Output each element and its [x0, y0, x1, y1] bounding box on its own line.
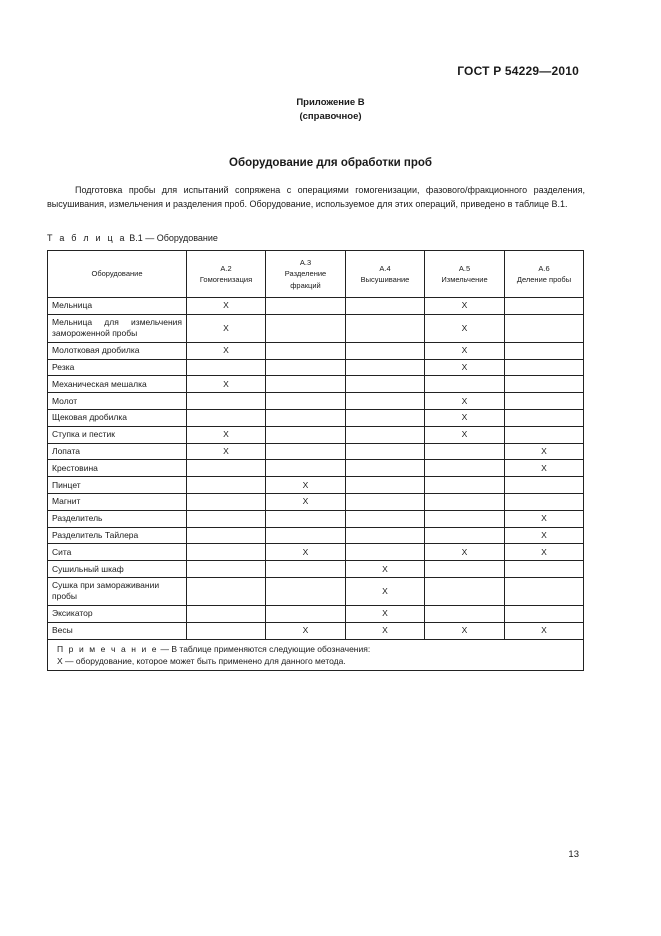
- method-mark: [425, 527, 505, 544]
- method-mark: [425, 577, 505, 605]
- equipment-name: Механическая мешалка: [48, 376, 187, 393]
- column-code: А.4: [379, 263, 391, 273]
- table-row: [48, 359, 584, 376]
- note-text: — В таблице применяются следующие обозначения:: [158, 643, 371, 654]
- equipment-name: Ступка и пестик: [48, 426, 187, 443]
- table-row: [48, 544, 584, 561]
- method-mark: [346, 376, 425, 393]
- method-mark: [505, 298, 584, 315]
- method-mark: [346, 443, 425, 460]
- method-mark: [425, 493, 505, 510]
- equipment-name: Магнит: [48, 493, 187, 510]
- table-row: [48, 409, 584, 426]
- method-mark: [187, 460, 266, 477]
- equipment-name: Молот: [48, 393, 187, 410]
- method-mark: [266, 561, 346, 578]
- equipment-name: Щековая дробилка: [48, 409, 187, 426]
- column-code: А.2: [220, 263, 232, 273]
- method-mark: [346, 510, 425, 527]
- method-mark: [425, 443, 505, 460]
- method-mark: X: [187, 426, 266, 443]
- method-mark: X: [505, 622, 584, 639]
- method-mark: [187, 527, 266, 544]
- note-line: X — оборудование, которое может быть применено для данного метода.: [57, 655, 346, 666]
- method-mark: [266, 460, 346, 477]
- method-mark: [187, 622, 266, 639]
- table-row: [48, 527, 584, 544]
- table-row: [48, 426, 584, 443]
- table-row: [48, 376, 584, 393]
- method-mark: X: [266, 622, 346, 639]
- method-mark: X: [425, 314, 505, 342]
- method-mark: X: [346, 561, 425, 578]
- method-mark: X: [266, 544, 346, 561]
- table-caption-text: В.1 — Оборудование: [126, 233, 218, 243]
- column-header: [425, 251, 505, 298]
- column-header: [505, 251, 584, 298]
- table-row: [48, 605, 584, 622]
- method-mark: [187, 510, 266, 527]
- equipment-name: Молотковая дробилка: [48, 342, 187, 359]
- method-mark: [266, 510, 346, 527]
- column-code: А.3: [299, 257, 312, 267]
- method-mark: [346, 493, 425, 510]
- equipment-name: Пинцет: [48, 477, 187, 494]
- method-mark: X: [505, 510, 584, 527]
- method-mark: [425, 510, 505, 527]
- intro-paragraph: Подготовка пробы для испытаний сопряжена с операциями гомогенизации, фазового/фракционного разделения, высушивания, измельчения и разделения проб. Оборудование, используемое для этих операций, приведено в таблице В.1.: [47, 185, 585, 209]
- column-name: Гомогенизация: [199, 275, 253, 284]
- column-code: А.5: [458, 263, 471, 273]
- method-mark: X: [505, 443, 584, 460]
- method-mark: [505, 561, 584, 578]
- table-row: [48, 460, 584, 477]
- equipment-name: Резка: [48, 359, 187, 376]
- method-mark: [346, 426, 425, 443]
- method-mark: [425, 605, 505, 622]
- method-mark: X: [425, 544, 505, 561]
- equipment-name: Разделитель Тайлера: [48, 527, 187, 544]
- equipment-name: Лопата: [48, 443, 187, 460]
- method-mark: [266, 314, 346, 342]
- method-mark: X: [425, 359, 505, 376]
- column-header-equipment: [48, 251, 187, 298]
- table-row: [48, 561, 584, 578]
- column-header: [187, 251, 266, 298]
- page-number: 13: [568, 849, 579, 860]
- equipment-name: Сушильный шкаф: [48, 561, 187, 578]
- method-mark: [266, 359, 346, 376]
- method-mark: X: [187, 376, 266, 393]
- method-mark: X: [505, 460, 584, 477]
- equipment-name: Крестовина: [48, 460, 187, 477]
- table-body: [48, 298, 584, 671]
- table-row: [48, 622, 584, 639]
- note-label: П р и м е ч а н и е: [57, 643, 159, 654]
- table-header-row: [48, 251, 584, 298]
- method-mark: [187, 605, 266, 622]
- method-mark: [346, 409, 425, 426]
- method-mark: X: [346, 605, 425, 622]
- table-row: [48, 443, 584, 460]
- column-name: Высушивание: [360, 275, 410, 284]
- method-mark: X: [346, 577, 425, 605]
- column-name: Деление пробы: [516, 275, 572, 284]
- method-mark: X: [187, 342, 266, 359]
- method-mark: [505, 359, 584, 376]
- method-mark: X: [505, 544, 584, 561]
- method-mark: [505, 605, 584, 622]
- table-row: [48, 577, 584, 605]
- method-mark: [266, 393, 346, 410]
- method-mark: [266, 298, 346, 315]
- method-mark: [425, 477, 505, 494]
- method-mark: [187, 493, 266, 510]
- table-row: [48, 342, 584, 359]
- method-mark: [505, 577, 584, 605]
- table-row: [48, 510, 584, 527]
- method-mark: [425, 561, 505, 578]
- column-name: Разделение фракций: [284, 269, 327, 290]
- method-mark: [346, 359, 425, 376]
- appendix-subtitle: (справочное): [299, 111, 362, 122]
- method-mark: [187, 359, 266, 376]
- method-mark: [346, 477, 425, 494]
- method-mark: [346, 342, 425, 359]
- method-mark: [346, 460, 425, 477]
- method-mark: [346, 393, 425, 410]
- appendix-title: Приложение В: [296, 97, 365, 108]
- table-note-row: [48, 639, 584, 670]
- method-mark: [505, 409, 584, 426]
- column-header: [346, 251, 425, 298]
- method-mark: X: [425, 298, 505, 315]
- method-mark: [266, 577, 346, 605]
- table-caption-label: Т а б л и ц а: [47, 233, 127, 243]
- method-mark: [505, 477, 584, 494]
- table-caption: [47, 233, 218, 243]
- method-mark: [187, 409, 266, 426]
- column-name: Измельчение: [441, 275, 488, 284]
- method-mark: [187, 561, 266, 578]
- method-mark: X: [425, 426, 505, 443]
- column-name: Оборудование: [91, 269, 143, 279]
- method-mark: [187, 477, 266, 494]
- column-header: [266, 251, 346, 298]
- method-mark: [266, 342, 346, 359]
- table-row: [48, 314, 584, 342]
- method-mark: [425, 376, 505, 393]
- method-mark: [266, 426, 346, 443]
- method-mark: X: [425, 342, 505, 359]
- equipment-name: Разделитель: [48, 510, 187, 527]
- method-mark: [346, 527, 425, 544]
- method-mark: [187, 393, 266, 410]
- method-mark: [505, 393, 584, 410]
- method-mark: [187, 544, 266, 561]
- document-code: ГОСТ Р 54229—2010: [457, 64, 579, 78]
- equipment-name: Эксикатор: [48, 605, 187, 622]
- method-mark: [346, 314, 425, 342]
- appendix-heading: [0, 96, 661, 124]
- section-title: Оборудование для обработки проб: [229, 157, 432, 169]
- table-note: [48, 639, 584, 670]
- method-mark: [187, 577, 266, 605]
- equipment-name: Сита: [48, 544, 187, 561]
- method-mark: X: [505, 527, 584, 544]
- equipment-table: [47, 250, 584, 671]
- equipment-name: Сушка при замораживании пробы: [48, 577, 187, 605]
- equipment-name: Мельница для измельчения замороженной пробы: [48, 314, 187, 342]
- method-mark: [505, 493, 584, 510]
- method-mark: X: [425, 409, 505, 426]
- method-mark: [266, 605, 346, 622]
- equipment-name: Мельница: [48, 298, 187, 315]
- method-mark: X: [266, 477, 346, 494]
- method-mark: [266, 443, 346, 460]
- method-mark: X: [266, 493, 346, 510]
- method-mark: [505, 342, 584, 359]
- method-mark: X: [187, 443, 266, 460]
- method-mark: X: [425, 393, 505, 410]
- method-mark: [346, 298, 425, 315]
- table-row: [48, 393, 584, 410]
- table-row: [48, 493, 584, 510]
- method-mark: [505, 376, 584, 393]
- equipment-name: Весы: [48, 622, 187, 639]
- note-line: [57, 643, 574, 655]
- table-row: [48, 477, 584, 494]
- table-row: [48, 298, 584, 315]
- method-mark: X: [346, 622, 425, 639]
- method-mark: [266, 409, 346, 426]
- column-code: А.6: [538, 263, 550, 273]
- method-mark: X: [187, 298, 266, 315]
- method-mark: [266, 376, 346, 393]
- method-mark: [346, 544, 425, 561]
- method-mark: X: [187, 314, 266, 342]
- method-mark: [266, 527, 346, 544]
- method-mark: [425, 460, 505, 477]
- method-mark: X: [425, 622, 505, 639]
- method-mark: [505, 314, 584, 342]
- method-mark: [505, 426, 584, 443]
